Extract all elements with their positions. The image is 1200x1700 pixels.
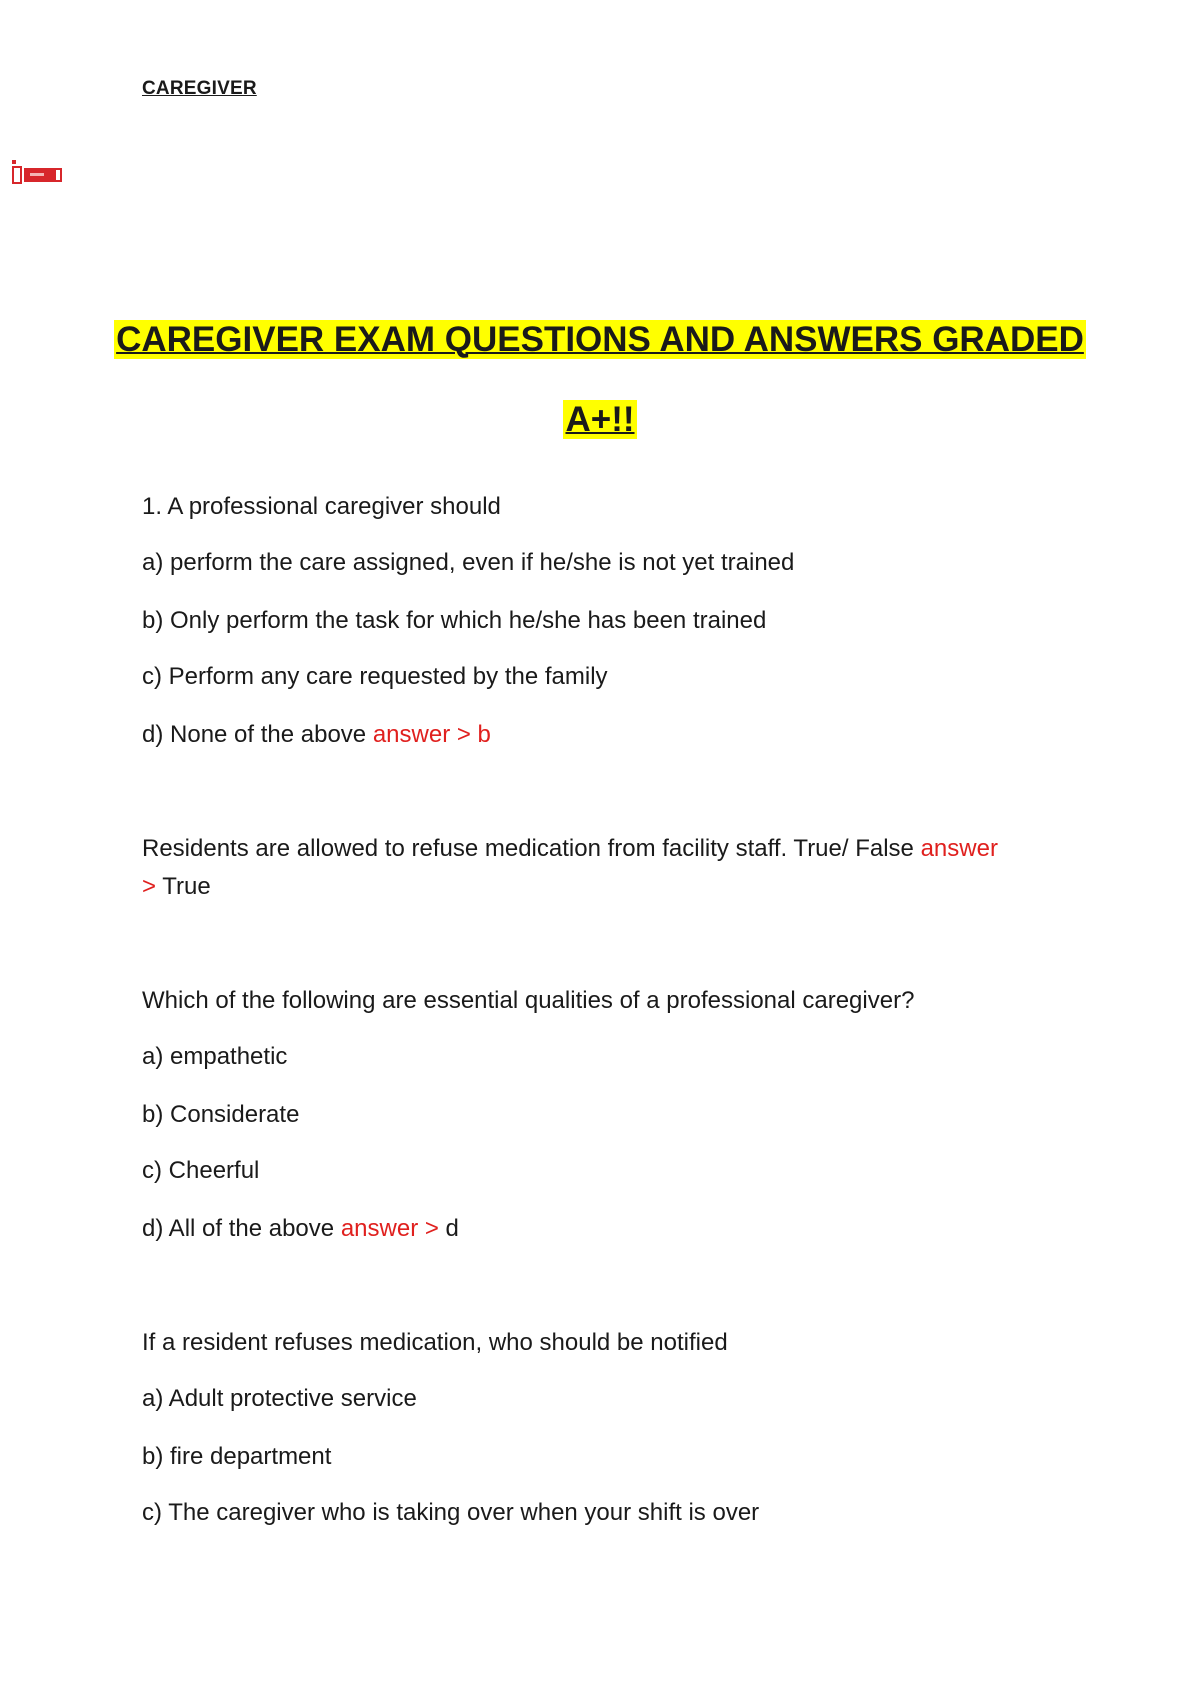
question-3-prompt: Which of the following are essential qualities of a professional caregiver?	[142, 987, 915, 1014]
question-3-option-b: b) Considerate	[142, 1101, 300, 1128]
question-3-answer-label: answer >	[340, 1215, 439, 1242]
question-3-option-d	[142, 1214, 459, 1244]
question-4-option-c: c) The caregiver who is taking over when your shift is over	[142, 1499, 760, 1526]
question-1-option-c: c) Perform any care requested by the family	[142, 663, 608, 690]
question-2-answer-word: answer	[920, 835, 998, 862]
question-1-option-d	[142, 720, 491, 750]
question-4-option-a: a) Adult protective service	[142, 1385, 417, 1412]
question-1-option-b: b) Only perform the task for which he/she has been trained	[142, 607, 767, 634]
document-header-label: CAREGIVER	[142, 78, 257, 99]
question-3-option-a: a) empathetic	[142, 1043, 288, 1070]
question-2-prompt-line	[142, 834, 998, 864]
question-1-prompt: 1. A professional caregiver should	[142, 493, 501, 520]
question-2-answer-line	[142, 872, 211, 902]
page-title-line-2: A+!!	[565, 400, 635, 439]
question-2-answer-value: True	[162, 873, 211, 900]
question-1-answer: answer > b	[372, 721, 491, 748]
page-title-line-1: CAREGIVER EXAM QUESTIONS AND ANSWERS GRADED	[116, 320, 1084, 359]
question-3-option-d-text: d) All of the above	[142, 1215, 335, 1242]
question-1-option-a: a) perform the care assigned, even if he/she is not yet trained	[142, 549, 795, 576]
question-3-option-c: c) Cheerful	[142, 1157, 260, 1184]
question-4-option-b: b) fire department	[142, 1443, 332, 1470]
question-3-answer-value: d	[445, 1215, 459, 1242]
question-2-answer-arrow: >	[142, 873, 157, 900]
question-4-prompt: If a resident refuses medication, who should be notified	[142, 1329, 728, 1356]
question-2-prompt: Residents are allowed to refuse medication from facility staff. True/ False	[142, 835, 914, 862]
question-1-option-d-text: d) None of the above	[142, 721, 367, 748]
document-badge-icon	[12, 158, 64, 186]
